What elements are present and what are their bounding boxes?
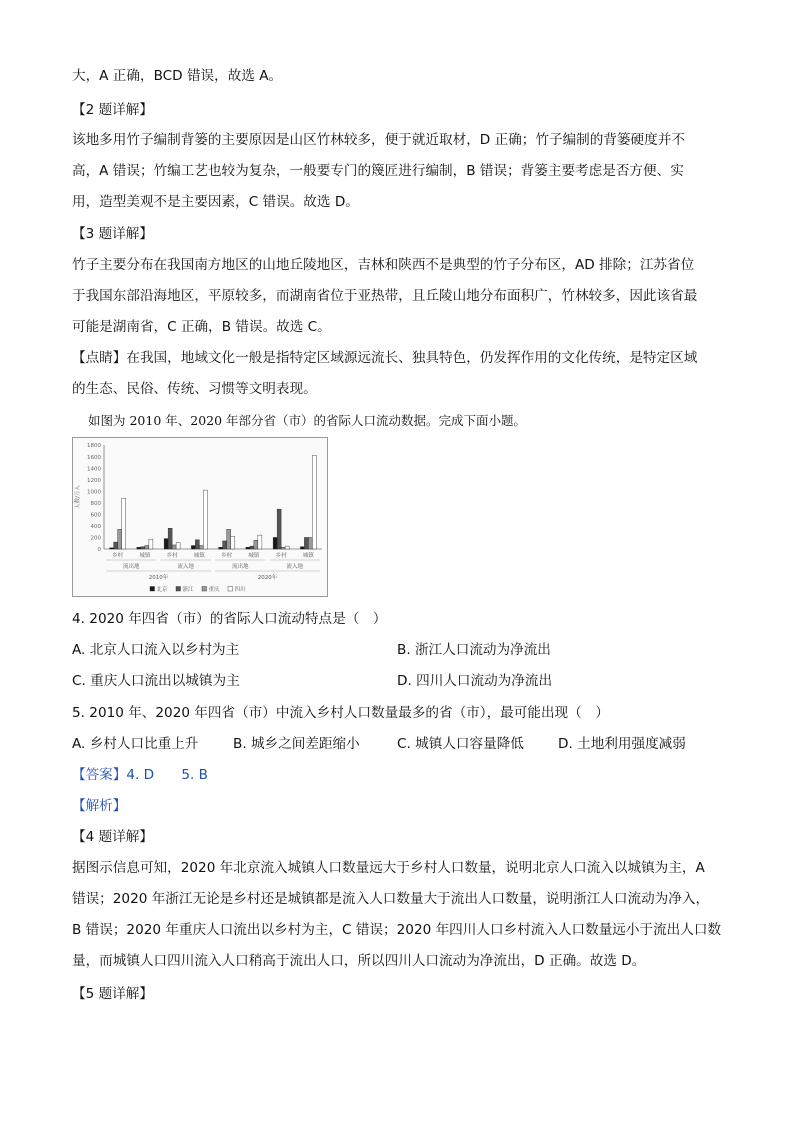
x-tick-label: 城镇: [193, 553, 205, 559]
y-tick-label: 1600: [87, 454, 101, 461]
text-line: 据图示信息可知，2020 年北京流入城镇人口数量远大于乡村人口数量，说明北京人口流入以城镇为主，A: [72, 860, 705, 876]
bar-北京: [273, 537, 277, 549]
option-5a: A. 乡村人口比重上升: [72, 736, 199, 752]
option-5c: C. 城镇人口容量降低: [397, 736, 524, 752]
bar-重庆: [199, 546, 203, 549]
text-line: 大，A 正确，BCD 错误，故选 A。: [72, 68, 283, 84]
section-heading-q5: 【5 题详解】: [72, 986, 153, 1002]
x-tick-label: 城镇: [302, 553, 314, 559]
flow-label: 流出地: [231, 564, 249, 570]
note-line: 【点睛】在我国，地域文化一般是指特定区域源远流长、独具特色，仍发挥作用的文化传统，是特定区域: [72, 350, 698, 366]
flow-label: 流出地: [122, 564, 140, 570]
bar-浙江: [304, 537, 308, 549]
text-line: 可能是湖南省，C 正确，B 错误。故选 C。: [72, 319, 331, 335]
bar-四川: [149, 539, 153, 549]
text-line: 错误；2020 年浙江无论是乡村还是城镇都是流入人口数量大于流出人口数量，说明浙江人口流动为净入，: [72, 891, 710, 907]
x-tick-label: 乡村: [166, 553, 178, 559]
x-tick-label: 乡村: [275, 553, 287, 559]
text-line: 于我国东部沿海地区，平原较多，而湖南省位于亚热带，且丘陵山地分布面积广，竹林较多，因此该省最: [72, 288, 698, 304]
bar-四川: [285, 546, 289, 549]
bar-浙江: [195, 540, 199, 549]
section-heading-q2: 【2 题详解】: [72, 102, 153, 118]
text-line: 用，造型美观不是主要因素，C 错误。故选 D。: [72, 194, 359, 210]
bar-四川: [203, 490, 207, 549]
y-tick-label: 1400: [87, 466, 101, 473]
bar-四川: [231, 536, 235, 549]
chart-svg: [72, 437, 328, 597]
y-tick-label: 1200: [87, 477, 101, 484]
legend-label: 北京: [156, 587, 168, 593]
y-tick-label: 800: [90, 500, 101, 507]
y-tick-label: 1000: [87, 489, 101, 496]
chart-frame: [73, 438, 328, 597]
analysis-heading: 【解析】: [72, 798, 127, 814]
flow-label: 流入地: [286, 564, 304, 570]
y-tick-label: 1800: [87, 443, 101, 450]
bar-北京: [246, 547, 250, 549]
bar-四川: [312, 455, 316, 549]
figure-intro: 如图为 2010 年、2020 年部分省（市）的省际人口流动数据。完成下面小题。: [88, 413, 527, 428]
flow-label: 流入地: [177, 564, 195, 570]
legend-label: 浙江: [182, 587, 194, 593]
question-4: 4. 2020 年四省（市）的省际人口流动特点是（ ）: [72, 611, 387, 627]
legend-swatch-四川: [228, 587, 233, 592]
bar-重庆: [227, 529, 231, 549]
bar-北京: [300, 547, 304, 549]
bar-北京: [191, 546, 195, 549]
bar-浙江: [223, 541, 227, 549]
bar-北京: [164, 539, 168, 549]
bar-北京: [219, 547, 223, 549]
bar-浙江: [168, 528, 172, 549]
legend-swatch-北京: [150, 587, 155, 592]
text-line: 该地多用竹子编制背篓的主要原因是山区竹林较多，便于就近取材，D 正确；竹子编制的背篓硬度并不: [72, 132, 685, 148]
bar-浙江: [250, 546, 254, 549]
bar-浙江: [277, 509, 281, 549]
note-line: 的生态、民俗、传统、习惯等文明表现。: [72, 381, 317, 397]
y-tick-label: 200: [90, 535, 101, 542]
option-4d: D. 四川人口流动为净流出: [397, 673, 553, 689]
x-tick-label: 城镇: [248, 553, 260, 559]
legend-swatch-浙江: [176, 587, 181, 592]
bar-四川: [258, 535, 262, 549]
legend-label: 重庆: [208, 587, 220, 593]
bar-重庆: [281, 547, 285, 549]
question-5: 5. 2010 年、2020 年四省（市）中流入乡村人口数量最多的省（市），最可能出现（ ）: [72, 705, 609, 721]
bar-浙江: [141, 547, 145, 549]
option-4c: C. 重庆人口流出以城镇为主: [72, 673, 240, 689]
section-heading-q3: 【3 题详解】: [72, 226, 153, 242]
legend-label: 四川: [234, 587, 246, 593]
year-label: 2020年: [257, 575, 278, 581]
y-tick-label: 600: [90, 512, 101, 519]
answer-line: 【答案】4. D 5. B: [72, 767, 208, 783]
option-5b: B. 城乡之间差距缩小: [233, 736, 360, 752]
bar-四川: [176, 543, 180, 549]
bar-重庆: [172, 545, 176, 549]
y-axis-label: 人数/万人: [75, 485, 81, 509]
population-flow-chart: [72, 437, 328, 597]
x-tick-label: 城镇: [139, 553, 151, 559]
bar-重庆: [118, 529, 122, 549]
x-tick-label: 乡村: [112, 553, 124, 559]
text-line: 高，A 错误；竹编工艺也较为复杂，一般要专门的篾匠进行编制，B 错误；背篓主要考虑是否方便、实: [72, 163, 684, 179]
bar-重庆: [145, 546, 149, 549]
y-tick-label: 0: [97, 547, 101, 554]
y-tick-label: 400: [90, 524, 101, 531]
bar-浙江: [114, 542, 118, 549]
text-line: 量，而城镇人口四川流入人口稍高于流出人口，所以四川人口流动为净流出，D 正确。故选 D。: [72, 953, 646, 969]
bar-重庆: [254, 540, 258, 549]
bar-北京: [137, 547, 141, 549]
option-4a: A. 北京人口流入以乡村为主: [72, 642, 240, 658]
section-heading-q4: 【4 题详解】: [72, 829, 153, 845]
bar-四川: [122, 498, 126, 549]
option-4b: B. 浙江人口流动为净流出: [397, 642, 551, 658]
legend-swatch-重庆: [202, 587, 207, 592]
x-tick-label: 乡村: [221, 553, 233, 559]
option-5d: D. 土地利用强度减弱: [558, 736, 686, 752]
text-line: 竹子主要分布在我国南方地区的山地丘陵地区，吉林和陕西不是典型的竹子分布区，AD 排除；江苏省位: [72, 257, 695, 273]
bar-北京: [110, 548, 114, 549]
text-line: B 错误；2020 年重庆人口流出以乡村为主，C 错误；2020 年四川人口乡村流入人口数量远小于流出人口数: [72, 922, 722, 938]
year-label: 2010年: [148, 575, 169, 581]
bar-重庆: [308, 537, 312, 549]
